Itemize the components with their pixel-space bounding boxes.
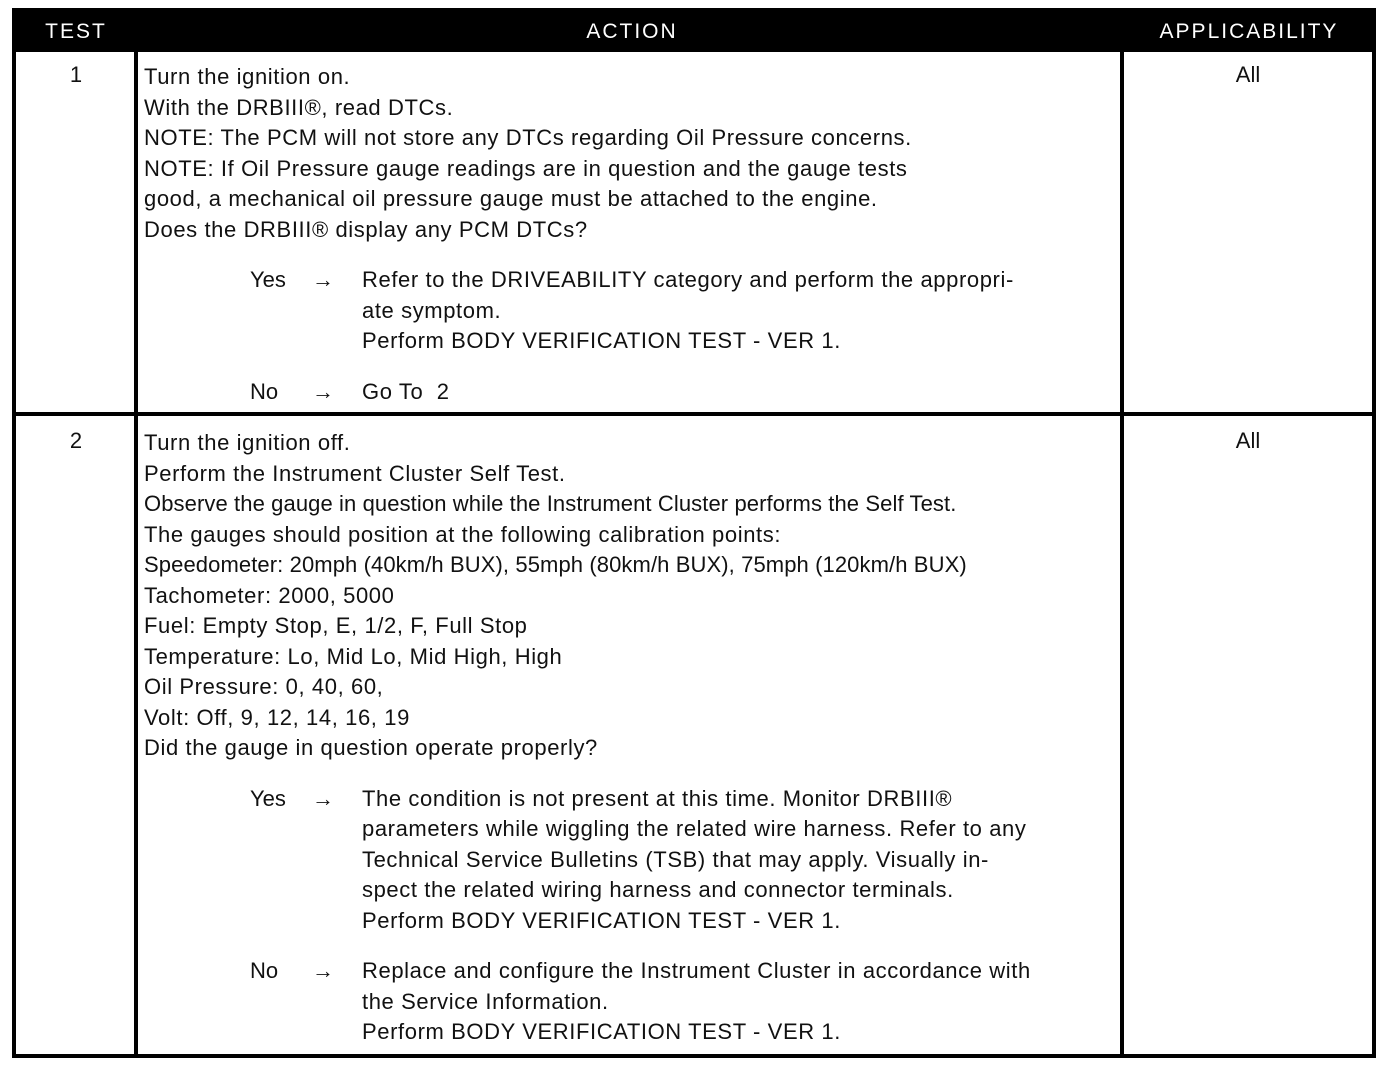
diagnostic-test-table <box>12 8 1376 1058</box>
action-step: NOTE: The PCM will not store any DTCs regarding Oil Pressure concerns. <box>144 125 912 150</box>
action-cell <box>144 428 1114 1048</box>
no-text: Go To 2 <box>362 378 450 404</box>
yes-text: ate symptom. <box>362 297 502 323</box>
test-row-1 <box>16 52 1372 412</box>
action-step: Temperature: Lo, Mid Lo, Mid High, High <box>144 643 563 669</box>
action-step: Does the DRBIII® display any PCM DTCs? <box>144 216 588 242</box>
no-text: Replace and configure the Instrument Cluster in accordance with <box>362 958 1031 983</box>
action-step: Observe the gauge in question while the Instrument Cluster performs the Self Test. <box>144 491 957 516</box>
right-arrow-icon: → <box>312 378 334 404</box>
yes-text: Technical Service Bulletins (TSB) that may apply. Visually in- <box>362 846 989 872</box>
action-step: Speedometer: 20mph (40km/h BUX), 55mph (80km/h BUX), 75mph (120km/h BUX) <box>144 552 967 577</box>
no-answer <box>144 377 1114 408</box>
applicability-value: All <box>1235 62 1261 87</box>
no-text: the Service Information. <box>362 988 609 1014</box>
action-step: Turn the ignition on. <box>144 64 351 89</box>
right-arrow-icon: → <box>312 958 334 983</box>
action-step: Turn the ignition off. <box>144 430 351 455</box>
no-label: No <box>250 958 279 983</box>
no-label: No <box>250 378 279 404</box>
action-step: Fuel: Empty Stop, E, 1/2, F, Full Stop <box>144 613 528 638</box>
yes-label: Yes <box>250 785 286 811</box>
action-step: The gauges should position at the following calibration points: <box>144 521 782 547</box>
right-arrow-icon: → <box>312 785 334 811</box>
yes-label: Yes <box>250 267 286 292</box>
yes-text: The condition is not present at this time. Monitor DRBIII® <box>362 785 953 811</box>
action-step: With the DRBIII®, read DTCs. <box>144 94 454 120</box>
header-test: TEST <box>45 20 107 43</box>
yes-answer <box>144 784 1114 937</box>
right-arrow-icon: → <box>312 267 334 292</box>
yes-text: Refer to the DRIVEABILITY category and perform the appropri- <box>362 267 1014 292</box>
header-action: ACTION <box>586 20 678 43</box>
action-step: good, a mechanical oil pressure gauge must be attached to the engine. <box>144 186 878 211</box>
action-cell <box>144 62 1114 407</box>
yes-text: parameters while wiggling the related wire harness. Refer to any <box>362 816 1027 841</box>
table-header <box>16 12 1372 52</box>
action-step: NOTE: If Oil Pressure gauge readings are in question and the gauge tests <box>144 155 908 181</box>
header-applicability: APPLICABILITY <box>1159 20 1339 43</box>
test-number: 1 <box>69 62 83 87</box>
action-step: Did the gauge in question operate properly? <box>144 735 598 760</box>
yes-text: Perform BODY VERIFICATION TEST - VER 1. <box>362 328 841 353</box>
yes-text: spect the related wiring harness and connector terminals. <box>362 877 954 902</box>
no-answer <box>144 956 1114 1048</box>
test-row-2 <box>16 416 1372 1054</box>
applicability-value: All <box>1235 428 1261 453</box>
action-step: Oil Pressure: 0, 40, 60, <box>144 674 384 699</box>
yes-text: Perform BODY VERIFICATION TEST - VER 1. <box>362 907 841 933</box>
yes-answer <box>144 265 1114 357</box>
test-number: 2 <box>69 428 83 453</box>
no-text: Perform BODY VERIFICATION TEST - VER 1. <box>362 1019 841 1044</box>
action-step: Perform the Instrument Cluster Self Test. <box>144 460 566 486</box>
action-step: Volt: Off, 9, 12, 14, 16, 19 <box>144 704 410 730</box>
action-step: Tachometer: 2000, 5000 <box>144 582 395 608</box>
